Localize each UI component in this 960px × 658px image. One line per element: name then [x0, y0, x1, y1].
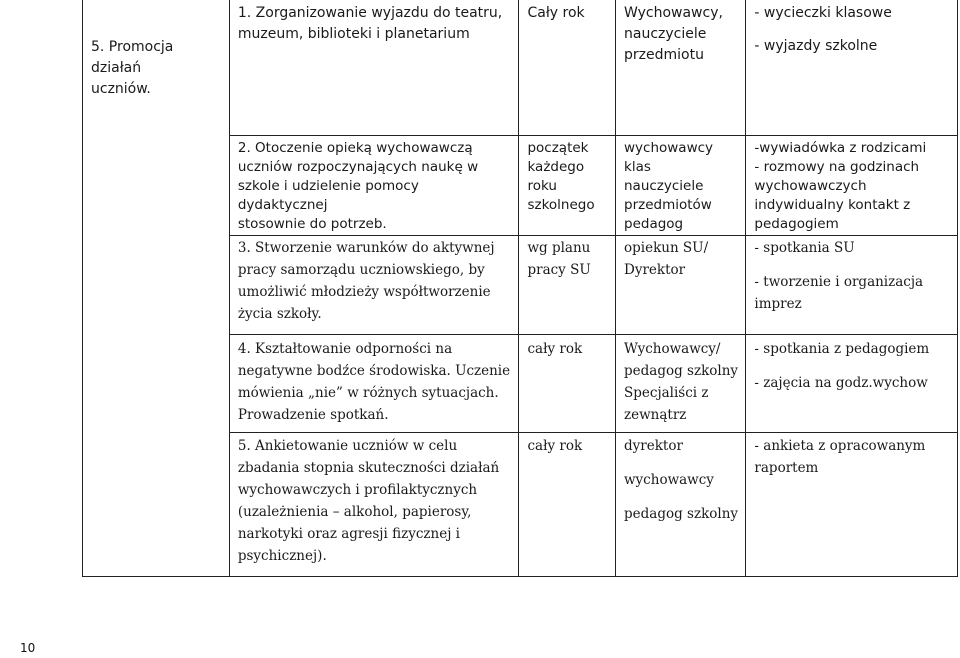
task-line: 2. Otoczenie opieką wychowawczą: [237, 140, 473, 156]
responsible-cell: [616, 236, 746, 335]
forms-line: - tworzenie i organizacja: [754, 274, 924, 290]
forms-line: wychowawczych: [754, 178, 867, 194]
task-line: psychicznej).: [237, 548, 327, 564]
forms-line: imprez: [754, 296, 802, 312]
forms-cell: [746, 136, 958, 236]
category-line: 5. Promocja działań: [91, 39, 174, 76]
forms-line: raportem: [754, 460, 819, 476]
task-cell: [229, 335, 519, 433]
term-line: cały rok: [527, 341, 583, 357]
task-line: 3. Stworzenie warunków do aktywnej: [237, 240, 495, 256]
task-line: narkotyki oraz agresji fizycznej i: [237, 526, 460, 542]
task-line: Prowadzenie spotkań.: [237, 407, 389, 423]
forms-cell: [746, 236, 958, 335]
forms-line: - spotkania z pedagogiem: [754, 341, 930, 357]
task-line: pracy samorządu uczniowskiego, by: [237, 262, 485, 278]
responsible-line: wychowawcy: [624, 472, 714, 488]
task-cell: [229, 236, 519, 335]
responsible-line: pedagog szkolny: [624, 363, 739, 379]
task-line: życia szkoły.: [237, 306, 322, 322]
responsible-line: nauczyciele: [624, 178, 704, 194]
responsible-line: pedagog: [624, 216, 684, 232]
task-line: 1. Zorganizowanie wyjazdu do teatru,: [237, 5, 503, 21]
term-cell: [519, 236, 616, 335]
term-cell: [519, 335, 616, 433]
task-line: 4. Kształtowanie odporności na: [237, 341, 453, 357]
responsible-cell: [616, 335, 746, 433]
task-line: muzeum, biblioteki i planetarium: [237, 26, 470, 42]
responsible-line: Wychowawcy,: [624, 5, 723, 21]
responsible-line: przedmiotu: [624, 47, 704, 63]
responsible-line: opiekun SU/: [624, 240, 709, 256]
forms-line: pedagogiem: [754, 216, 839, 232]
forms-cell: [746, 0, 958, 136]
task-line: stosownie do potrzeb.: [237, 216, 387, 232]
responsible-cell: [616, 433, 746, 577]
responsible-line: Dyrektor: [624, 262, 686, 278]
responsible-line: dyrektor: [624, 438, 683, 454]
page-number: 10: [20, 641, 36, 655]
task-line: zbadania stopnia skuteczności działań: [237, 460, 500, 476]
forms-cell: [746, 433, 958, 577]
forms-line: - wycieczki klasowe: [754, 5, 892, 21]
task-line: umożliwić młodzieży współtworzenie: [237, 284, 491, 300]
task-line: 5. Ankietowanie uczniów w celu: [237, 438, 458, 454]
responsible-line: przedmiotów: [624, 197, 712, 213]
responsible-cell: [616, 0, 746, 136]
responsible-cell: [616, 136, 746, 236]
term-line: Cały rok: [527, 5, 585, 21]
term-line: pracy SU: [527, 262, 591, 278]
category-cell: [83, 0, 230, 577]
forms-line: - spotkania SU: [754, 240, 855, 256]
term-line: początek: [527, 140, 589, 156]
task-line: (uzależnienia – alkohol, papierosy,: [237, 504, 472, 520]
responsible-line: zewnątrz: [624, 407, 687, 423]
responsible-line: Specjaliści z: [624, 385, 709, 401]
responsible-line: wychowawcy: [624, 140, 714, 156]
term-line: roku: [527, 178, 557, 194]
table-row: [83, 0, 958, 136]
term-line: cały rok: [527, 438, 583, 454]
task-line: wychowawczych i profilaktycznych: [237, 482, 478, 498]
forms-line: - ankieta z opracowanym: [754, 438, 926, 454]
task-line: negatywne bodźce środowiska. Uczenie: [237, 363, 511, 379]
term-line: każdego: [527, 159, 585, 175]
forms-line: -wywiadówka z rodzicami: [754, 140, 927, 156]
category-line: uczniów.: [91, 81, 151, 97]
responsible-line: nauczyciele: [624, 26, 707, 42]
task-line: mówienia „nie” w różnych sytuacjach.: [237, 385, 499, 401]
forms-line: - wyjazdy szkolne: [754, 38, 878, 54]
term-line: wg planu: [527, 240, 591, 256]
forms-line: - zajęcia na godz.wychow: [754, 375, 928, 391]
forms-line: indywidualny kontakt z: [754, 197, 911, 213]
term-cell: [519, 0, 616, 136]
responsible-line: Wychowawcy/: [624, 341, 721, 357]
term-cell: [519, 136, 616, 236]
forms-cell: [746, 335, 958, 433]
term-line: szkolnego: [527, 197, 595, 213]
responsible-line: klas: [624, 159, 651, 175]
task-line: szkole i udzielenie pomocy dydaktycznej: [237, 178, 419, 213]
activity-plan-table: [82, 0, 958, 577]
task-cell: [229, 136, 519, 236]
forms-line: - rozmowy na godzinach: [754, 159, 920, 175]
task-line: uczniów rozpoczynających naukę w: [237, 159, 479, 175]
task-cell: [229, 0, 519, 136]
task-cell: [229, 433, 519, 577]
term-cell: [519, 433, 616, 577]
responsible-line: pedagog szkolny: [624, 506, 739, 522]
